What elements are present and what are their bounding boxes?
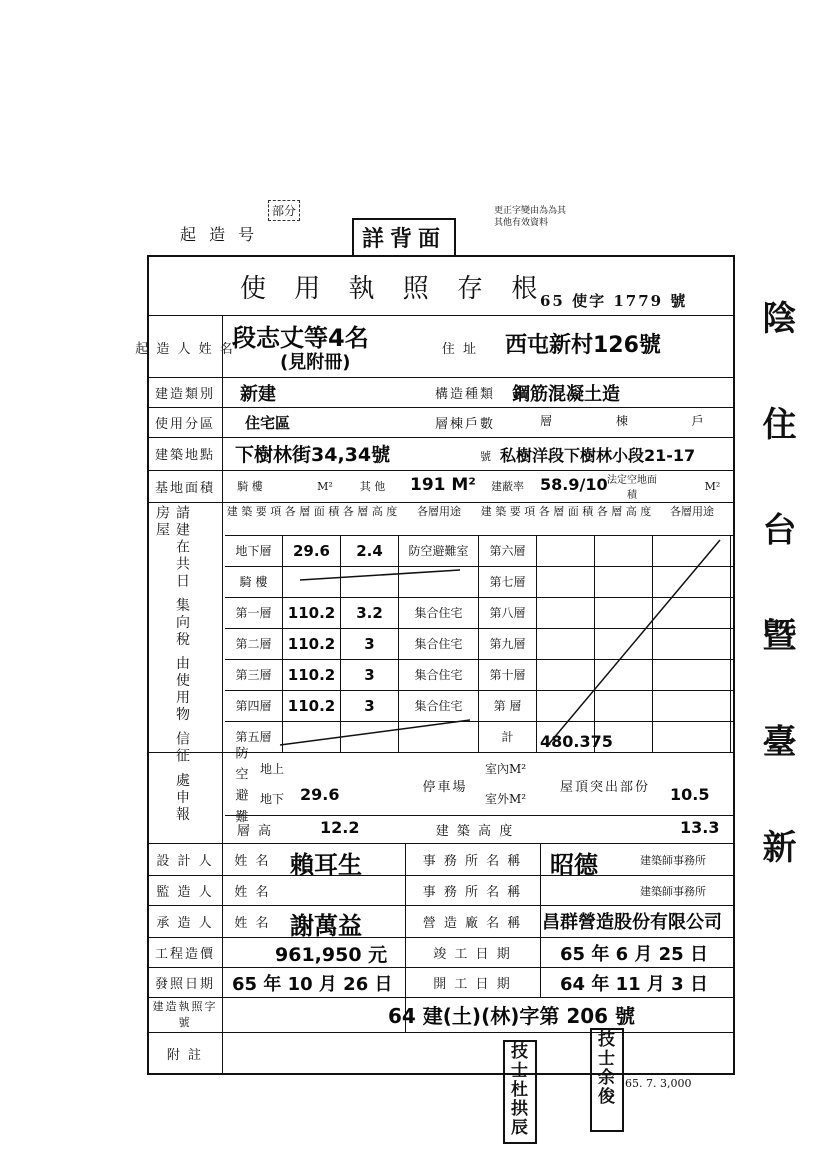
floor-area: 110.2: [283, 598, 341, 628]
floor-height: 2.4: [341, 536, 399, 566]
contractor-label: 承 造 人: [156, 915, 214, 931]
supervisor-name-label: 姓 名: [234, 884, 271, 900]
designer-name-label: 姓 名: [234, 853, 271, 869]
site-label: 建築地點: [154, 447, 215, 463]
floor-area: 110.2: [283, 691, 341, 721]
floor-name-2: 第六層: [479, 536, 537, 566]
header-area: 各 層 面 積: [284, 505, 340, 518]
base-other-value: 191 M²: [410, 475, 476, 495]
floor-use: 防空避難室: [399, 536, 479, 566]
partial-stamp: 部分: [268, 200, 300, 221]
story-label: 層 高: [236, 823, 274, 839]
floor-name: 地下層: [225, 536, 283, 566]
header-item: 建 築 要 項: [226, 505, 282, 518]
contractor-name: 謝萬益: [290, 912, 362, 940]
building-height-value: 13.3: [680, 818, 720, 837]
designer-name: 賴耳生: [290, 851, 362, 879]
origin-label: 起 造 号: [180, 225, 259, 244]
applicant-value: 段志丈等4名: [232, 324, 369, 352]
completion-label: 竣 工 日 期: [433, 946, 512, 962]
floor-height: 3: [341, 691, 399, 721]
floor-name-2: 計: [479, 722, 537, 752]
permit-number: 65 使字 1779 號: [540, 292, 688, 310]
floor-name-2: 第七層: [479, 567, 537, 597]
floor-name: 第四層: [225, 691, 283, 721]
right-margin-text: 陰 住 台 曁 臺 新: [756, 300, 796, 894]
header-item: 建 築 要 項: [480, 505, 536, 518]
total-area: 480.375: [540, 732, 613, 751]
notice-line: 其他有效資料: [494, 218, 549, 228]
floor-use: 集合住宅: [399, 598, 479, 628]
designer-label: 設 計 人: [156, 853, 214, 869]
address-value: 西屯新村126號: [505, 333, 661, 358]
parking-label: 停車場: [422, 779, 468, 795]
base-other: 其 他: [359, 480, 386, 493]
side-note: 請建在共日 集向稅 由使用物 信征 處申報 房屋: [154, 505, 190, 824]
floor-name-2: 第九層: [479, 629, 537, 659]
address-label: 住 址: [441, 341, 479, 357]
permit-value: 64 建(土)(林)字第 206 號: [388, 1004, 636, 1028]
floor-name: 第三層: [225, 660, 283, 690]
issue-value: 65 年 10 月 26 日: [232, 974, 393, 995]
coverage-label: 建蔽率: [491, 480, 524, 493]
floor-area: 110.2: [283, 629, 341, 659]
category-value: 新建: [240, 384, 276, 405]
header-height: 各 層 高 度: [342, 505, 398, 518]
tech-stamp-1-text: 技士杜拱辰: [507, 1042, 527, 1137]
base-arcade: 騎 樓: [237, 480, 263, 493]
site-extra: 私樹洋段下樹林小段21-17: [500, 446, 696, 465]
back-side-stamp: 詳背面: [352, 218, 456, 257]
applicant-sub: (見附冊): [280, 352, 351, 373]
contractor-name-label: 姓 名: [234, 915, 271, 931]
floor-name: 第一層: [225, 598, 283, 628]
header-use: 各層用途: [670, 505, 714, 518]
applicant-label-text: 起 造 人 姓 名: [135, 341, 235, 357]
factory-label: 營 造 廠 名 稱: [422, 915, 523, 931]
tech-stamp-2-text: 技士余俊: [594, 1030, 614, 1106]
open-space-label: 法定空地面積: [607, 475, 657, 501]
coverage-value: 58.9/10: [540, 475, 608, 494]
floor-height: 3: [341, 660, 399, 690]
indoor-label: 室內M²: [485, 762, 527, 776]
site-number: 號: [480, 450, 491, 463]
floors-label: 層棟戶數: [434, 416, 495, 432]
zone-value: 住宅區: [245, 414, 291, 432]
floor-name: 騎 樓: [225, 567, 283, 597]
cost-value: 961,950 元: [275, 944, 388, 966]
supervisor-office-label: 事 務 所 名 稱: [422, 884, 523, 900]
floor-name: 第五層: [225, 722, 283, 752]
designer-office-suffix: 建築師事務所: [640, 854, 706, 867]
roof-value: 10.5: [670, 785, 710, 804]
contractor-company: 昌群營造股份有限公司: [542, 912, 722, 933]
outdoor-label: 室外M²: [485, 792, 527, 806]
issue-label: 發照日期: [154, 976, 215, 992]
story-value: 12.2: [320, 818, 360, 837]
roof-label: 屋頂突出部份: [559, 779, 650, 795]
floor-use: 集合住宅: [399, 660, 479, 690]
category-label: 建造類別: [154, 386, 215, 402]
structure-value: 鋼筋混凝土造: [512, 384, 620, 405]
below-value: 29.6: [300, 785, 340, 804]
floor-area: 110.2: [283, 660, 341, 690]
building-height-label: 建 築 高 度: [435, 823, 515, 839]
cost-label: 工程造價: [154, 946, 215, 962]
supervisor-office-suffix: 建築師事務所: [640, 885, 706, 898]
supervisor-label: 監 造 人: [156, 884, 214, 900]
floor-height: 3.2: [341, 598, 399, 628]
floor-name-2: 第八層: [479, 598, 537, 628]
floor-height: 3: [341, 629, 399, 659]
base-unit: M²: [317, 479, 333, 493]
completion-value: 65 年 6 月 25 日: [560, 944, 708, 965]
header-area: 各 層 面 積: [538, 505, 594, 518]
designer-office-label: 事 務 所 名 稱: [422, 853, 523, 869]
zone-label: 使用分區: [154, 416, 215, 432]
permit-label: 建造執照字號: [152, 1000, 218, 1029]
note-label: 附 註: [166, 1047, 204, 1063]
floor-use: 集合住宅: [399, 691, 479, 721]
form-title: 使 用 執 照 存 根: [240, 274, 548, 304]
start-value: 64 年 11 月 3 日: [560, 974, 708, 995]
footer-print: 65. 7. 3,000: [625, 1077, 692, 1090]
header-use: 各層用途: [417, 505, 461, 518]
structure-label: 構造種類: [434, 386, 495, 402]
header-height: 各 層 高 度: [596, 505, 652, 518]
floor-use: 集合住宅: [399, 629, 479, 659]
floor-area: 29.6: [283, 536, 341, 566]
designer-office: 昭德: [550, 851, 598, 879]
site-value: 下樹林街34,34號: [235, 444, 391, 466]
shelter-label: 防 空 避 難: [232, 745, 248, 825]
floor-name-2: 第十層: [479, 660, 537, 690]
above-label: 地上: [260, 762, 285, 776]
notice-line: 更正字變由為為其: [494, 206, 567, 216]
floor-name-2: 第 層: [479, 691, 537, 721]
base-label: 基地面積: [154, 480, 215, 496]
start-label: 開 工 日 期: [433, 976, 512, 992]
floors-value: 層 棟 戶: [540, 414, 734, 428]
below-label: 地下: [260, 792, 285, 806]
floor-name: 第二層: [225, 629, 283, 659]
open-space-unit: M²: [704, 479, 721, 493]
